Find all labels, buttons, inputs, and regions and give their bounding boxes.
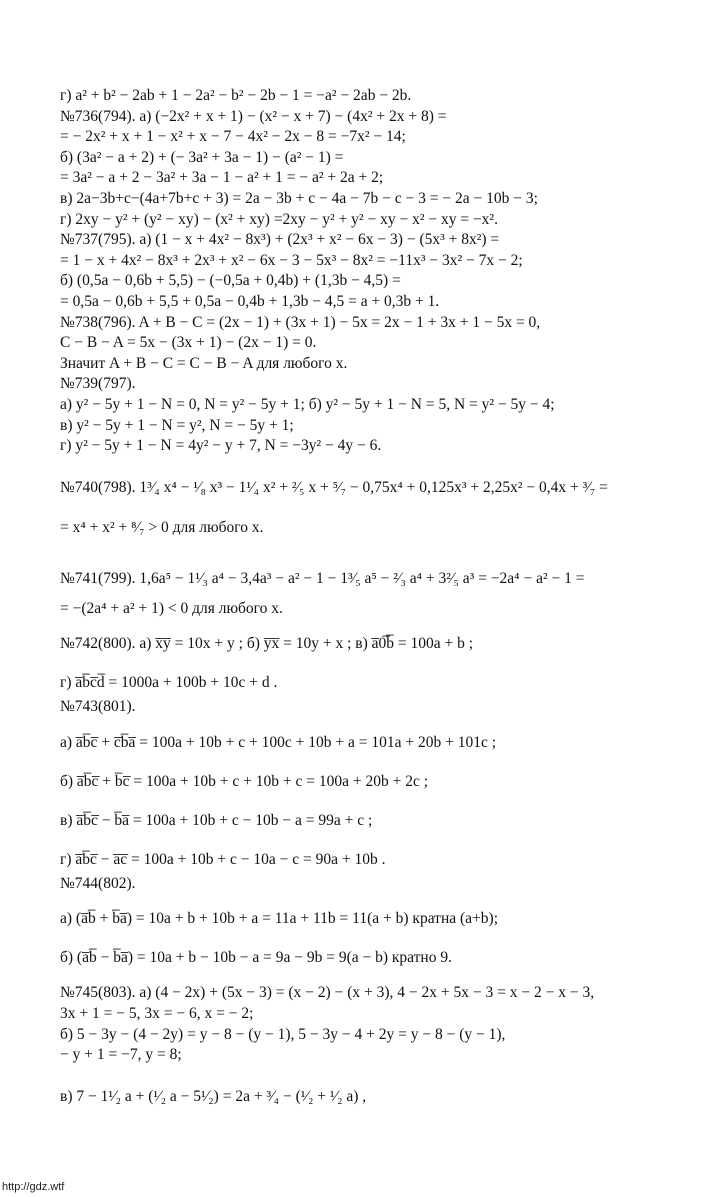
text-line: = x⁴ + x² + ⁸⁄₇ > 0 для любого x. xyxy=(60,518,264,536)
text-line: = 1 − x + 4x² − 8x³ + 2x³ + x² − 6x − 3 − 5x³ − 8x² = −11x³ − 3x² − 7x − 2; xyxy=(60,251,523,269)
text-line: г) a̅b̅c̅ − a̅c̅ = 100a + 10b + c − 10a − c = 90a + 10b . xyxy=(60,850,386,868)
text-line: в) a̅b̅c̅ − b̅a̅ = 100a + 10b + c − 10b − a = 99a + c ; xyxy=(60,811,373,829)
text-line: а) (a̅b̅ + b̅a̅) = 10a + b + 10b + a = 11a + 11b = 11(a + b) кратна (a+b); xyxy=(60,910,498,928)
text-line: в) 2a−3b+c−(4a+7b+c + 3) = 2a − 3b + c − 4a − 7b − c − 3 = − 2a − 10b − 3; xyxy=(60,189,538,207)
text-line: в) 7 − 1¹⁄₂ a + (¹⁄₂ a − 5¹⁄₂) = 2a + ³⁄₄ − (¹⁄₂ + ¹⁄₂ a) , xyxy=(60,1087,367,1105)
text-line: Значит A + B − C = C − B − A для любого x. xyxy=(60,354,348,372)
text-line: №737(795). а) (1 − x + 4x² − 8x³) + (2x³ + x² − 6x − 3) − (5x³ + 8x²) = xyxy=(60,231,500,249)
text-line: 3x + 1 = − 5, 3x = − 6, x = − 2; xyxy=(60,1005,254,1023)
text-line: = 3a² − a + 2 − 3a² + 3a − 1 − a² + 1 = − a² + 2a + 2; xyxy=(60,169,384,187)
text-line: №742(800). а) x̅y̅ = 10x + y ; б) y̅x̅ = 10y + x ; в) a̅0̅b̅ = 100a + b ; xyxy=(60,635,474,653)
text-line: а) a̅b̅c̅ + c̅b̅a̅ = 100a + 10b + c + 100c + 10b + a = 101a + 20b + 101c ; xyxy=(60,733,497,751)
text-line: = 0,5a − 0,6b + 5,5 + 0,5a − 0,4b + 1,3b − 4,5 = a + 0,3b + 1. xyxy=(60,292,440,310)
text-line: б) (a̅b̅ − b̅a̅) = 10a + b − 10b − a = 9a − 9b = 9(a − b) кратно 9. xyxy=(60,949,452,967)
text-line: а) y² − 5y + 1 − N = 0, N = y² − 5y + 1; б) y² − 5y + 1 − N = 5, N = y² − 5y − 4; xyxy=(60,395,555,413)
footer-url: http://gdz.wtf xyxy=(2,1181,65,1193)
text-line: б) (3a² − a + 2) + (− 3a² + 3a − 1) − (a² − 1) = xyxy=(60,148,344,166)
text-line: №740(798). 1³⁄₄ x⁴ − ¹⁄₈ x³ − 1¹⁄₄ x² + ²⁄₅ x + ⁵⁄₇ − 0,75x⁴ + 0,125x³ + 2,25x² − 0,4x + ³⁄₇ = xyxy=(60,478,608,496)
text-line: г) y² − 5y + 1 − N = 4y² − y + 7, N = −3y² − 4y − 6. xyxy=(60,437,382,455)
text-line: №736(794). а) (−2x² + x + 1) − (x² − x + 7) − (4x² + 2x + 8) = xyxy=(60,107,447,125)
text-line: г) a² + b² − 2ab + 1 − 2a² − b² − 2b − 1 = −a² − 2ab − 2b. xyxy=(60,87,412,104)
text-line: №743(801). xyxy=(60,698,136,716)
text-line: б) (0,5a − 0,6b + 5,5) − (−0,5a + 0,4b) + (1,3b − 4,5) = xyxy=(60,272,401,290)
text-line: б) a̅b̅c̅ + b̅c̅ = 100a + 10b + c + 10b + c = 100a + 20b + 2c ; xyxy=(60,772,429,790)
text-line: − y + 1 = −7, y = 8; xyxy=(60,1046,182,1064)
text-line: = −(2a⁴ + a² + 1) < 0 для любого x. xyxy=(60,599,283,617)
text-line: в) y² − 5y + 1 − N = y², N = − 5y + 1; xyxy=(60,416,294,434)
text-line: №741(799). 1,6a⁵ − 1¹⁄₃ a⁴ − 3,4a³ − a² − 1 − 1³⁄₅ a⁵ − ²⁄₃ a⁴ + 3²⁄₅ a³ = −2a⁴ − a² − 1 = xyxy=(60,569,585,587)
text-line: C − B − A = 5x − (3x + 1) − (2x − 1) = 0. xyxy=(60,334,317,352)
text-line: б) 5 − 3y − (4 − 2y) = y − 8 − (y − 1), 5 − 3y − 4 + 2y = y − 8 − (y − 1), xyxy=(60,1025,506,1043)
text-line: г) 2xy − y² + (y² − xy) − (x² + xy) =2xy − y² + y² − xy − x² − xy = −x². xyxy=(60,210,498,228)
text-line: №745(803). а) (4 − 2x) + (5x − 3) = (x − 2) − (x + 3), 4 − 2x + 5x − 3 = x − 2 − x − 3, xyxy=(60,984,595,1002)
text-line: №738(796). A + B − C = (2x − 1) + (3x + 1) − 5x = 2x − 1 + 3x + 1 − 5x = 0, xyxy=(60,313,541,331)
text-line: = − 2x² + x + 1 − x² + x − 7 − 4x² − 2x − 8 = −7x² − 14; xyxy=(60,128,406,146)
text-line: №739(797). xyxy=(60,375,136,393)
text-line: №744(802). xyxy=(60,874,136,892)
text-line: г) a̅b̅c̅d̅ = 1000a + 100b + 10c + d . xyxy=(60,674,278,692)
